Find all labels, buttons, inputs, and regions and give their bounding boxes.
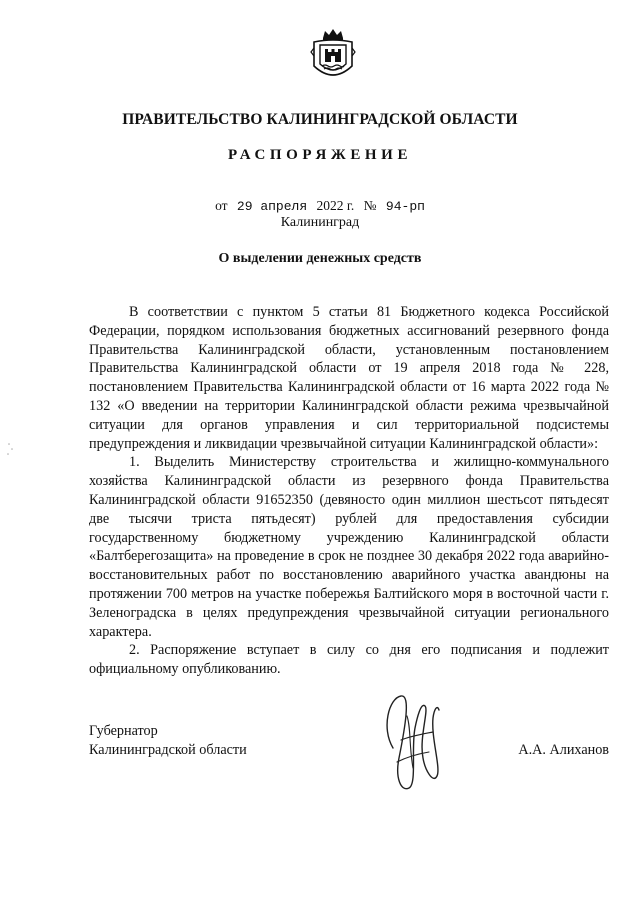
date-prefix: от xyxy=(215,198,228,213)
signatory-title-line2: Калининградской области xyxy=(89,742,247,758)
document-body xyxy=(89,303,609,679)
preamble-paragraph: В соответствии с пунктом 5 статьи 81 Бюджетного кодекса Российской Федерации, порядком использования бюджетных ассигнований резервного фонда Правительства Калининградской области, установленным постановлением Правительства Калининградской области от 19 апреля 2018 года № 228, постановлением Правительства Калининградской области от 16 марта 2022 года № 132 «О введении на территории Калининградской области режима чрезвычайной ситуации для органов управления и сил территориальной подсистемы предупреждения и ликвидации чрезвычайной ситуации Калининградской области»: xyxy=(89,304,609,452)
signatory-name: А.А. Алиханов xyxy=(518,742,609,758)
clause-1-paragraph: 1. Выделить Министерству строительства и жилищно-коммунального хозяйства Калининградской области из резервного фонда Правительства Калининградской области 91652350 (девяносто один миллион шестьсот пятьдесят две тысячи триста пятьдесят) рублей для предоставления субсидии государственному бюджетному учреждению Калининградской области «Балтберегозащита» на проведение в срок не позднее 30 декабря 2022 года аварийно-восстановительных работ по восстановлению аварийного участка авандюны на протяжении 700 метров на участке побережья Балтийского моря в восточной части г. Зеленоградска в целях предупреждения чрезвычайной ситуации регионального характера. xyxy=(89,454,609,640)
signature-block xyxy=(89,722,609,832)
document-date: 29 апреля xyxy=(236,199,308,214)
signatory-title-line1: Губернатор xyxy=(89,723,158,739)
document-date-number xyxy=(0,197,640,216)
coat-of-arms-icon xyxy=(310,28,356,84)
number-sign: № xyxy=(363,198,377,213)
document-number: 94-рп xyxy=(385,199,425,214)
margin-scan-marks xyxy=(6,440,16,460)
document-type-heading: РАСПОРЯЖЕНИЕ xyxy=(227,147,413,163)
government-title: ПРАВИТЕЛЬСТВО КАЛИНИНГРАДСКОЙ ОБЛАСТИ xyxy=(122,111,518,128)
handwritten-signature-icon xyxy=(371,688,451,798)
document-subject: О выделении денежных средств xyxy=(218,251,422,266)
clause-2-paragraph: 2. Распоряжение вступает в силу со дня его подписания и подлежит официальному опубликованию. xyxy=(89,642,609,678)
document-year: 2022 г. xyxy=(316,198,355,213)
document-city: Калининград xyxy=(280,215,360,230)
